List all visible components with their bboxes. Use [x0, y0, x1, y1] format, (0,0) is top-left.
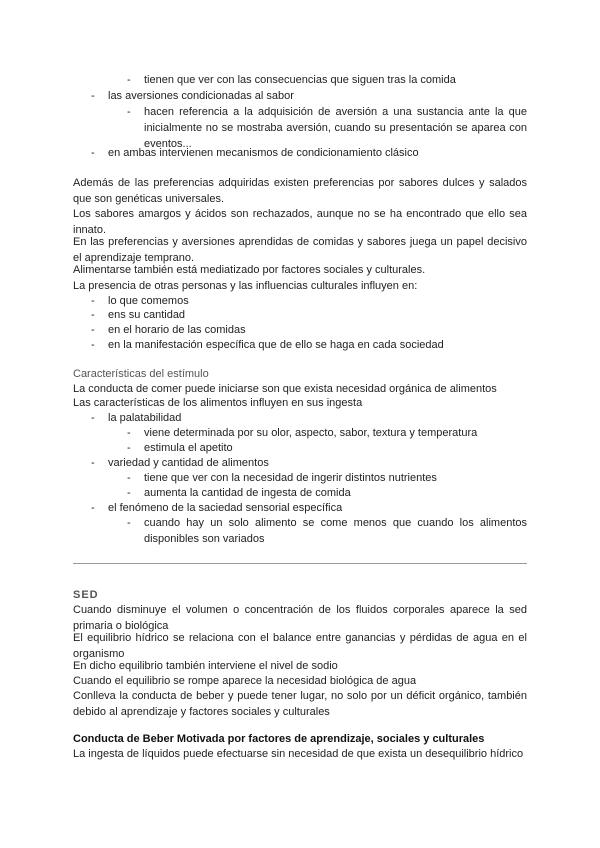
list-dash: -	[91, 90, 95, 102]
paragraph: Además de las preferencias adquiridas existen preferencias por sabores dulces y salados que son genéticas universales.	[73, 177, 527, 205]
list-dash: -	[127, 427, 131, 439]
list-item: variedad y cantidad de alimentos	[108, 457, 269, 469]
section-heading: Conducta de Beber Motivada por factores de aprendizaje, sociales y culturales	[73, 733, 485, 745]
list-dash: -	[127, 74, 131, 86]
list-dash: -	[91, 457, 95, 469]
list-item: hacen referencia a la adquisición de aversión a una sustancia ante la que inicialmente no se mostraba aversión, cuando su presentación se aparea con eventos...	[144, 106, 527, 150]
paragraph: La ingesta de líquidos puede efectuarse sin necesidad de que exista un desequilibrio hídrico	[73, 748, 524, 760]
list-dash: -	[91, 147, 95, 159]
list-item: en el horario de las comidas	[108, 324, 246, 336]
list-dash: -	[91, 502, 95, 514]
paragraph: En las preferencias y aversiones aprendidas de comidas y sabores juega un papel decisivo el aprendizaje temprano.	[73, 236, 527, 264]
list-dash: -	[127, 487, 131, 499]
paragraph: El equilibrio hídrico se relaciona con el balance entre ganancias y pérdidas de agua en el organismo	[73, 632, 527, 660]
list-dash: -	[91, 295, 95, 307]
list-dash: -	[91, 339, 95, 351]
list-item: las aversiones condicionadas al sabor	[108, 90, 294, 102]
list-dash: -	[127, 106, 131, 118]
paragraph: En dicho equilibrio también interviene el nivel de sodio	[73, 660, 338, 672]
list-item: tiene que ver con la necesidad de ingerir distintos nutrientes	[144, 472, 437, 484]
list-item: la palatabilidad	[108, 412, 182, 424]
paragraph: Alimentarse también está mediatizado por factores sociales y culturales.	[73, 264, 426, 276]
list-item: lo que comemos	[108, 295, 189, 307]
list-item: en la manifestación específica que de ello se haga en cada sociedad	[108, 339, 444, 351]
list-dash: -	[127, 442, 131, 454]
list-dash: -	[127, 517, 131, 529]
list-dash: -	[127, 472, 131, 484]
list-item: aumenta la cantidad de ingesta de comida	[144, 487, 351, 499]
list-dash: -	[91, 324, 95, 336]
section-heading: Características del estímulo	[73, 368, 209, 380]
list-item: el fenómeno de la saciedad sensorial específica	[108, 502, 343, 514]
list-item: estimula el apetito	[144, 442, 233, 454]
paragraph: Cuando disminuye el volumen o concentración de los fluidos corporales aparece la sed primaria o biológica	[73, 604, 527, 632]
list-dash: -	[91, 309, 95, 321]
section-divider	[73, 563, 527, 564]
list-dash: -	[91, 412, 95, 424]
paragraph: La conducta de comer puede iniciarse son que exista necesidad orgánica de alimentos	[73, 383, 497, 395]
paragraph: Los sabores amargos y ácidos son rechazados, aunque no se ha encontrado que ello sea innato.	[73, 208, 527, 236]
paragraph: Conlleva la conducta de beber y puede tener lugar, no solo por un déficit orgánico, también debido al aprendizaje y factores sociales y culturales	[73, 690, 527, 718]
list-item: en ambas intervienen mecanismos de condicionamiento clásico	[108, 147, 419, 159]
paragraph: La presencia de otras personas y las influencias culturales influyen en:	[73, 280, 418, 292]
paragraph: Las características de los alimentos influyen en sus ingesta	[73, 397, 363, 409]
list-item: cuando hay un solo alimento se come menos que cuando los alimentos disponibles son variados	[144, 517, 527, 545]
paragraph: Cuando el equilibrio se rompe aparece la necesidad biológica de agua	[73, 675, 417, 687]
section-heading: SED	[73, 589, 99, 601]
list-item: tienen que ver con las consecuencias que siguen tras la comida	[144, 74, 456, 86]
list-item: viene determinada por su olor, aspecto, sabor, textura y temperatura	[144, 427, 478, 439]
list-item: ens su cantidad	[108, 309, 186, 321]
